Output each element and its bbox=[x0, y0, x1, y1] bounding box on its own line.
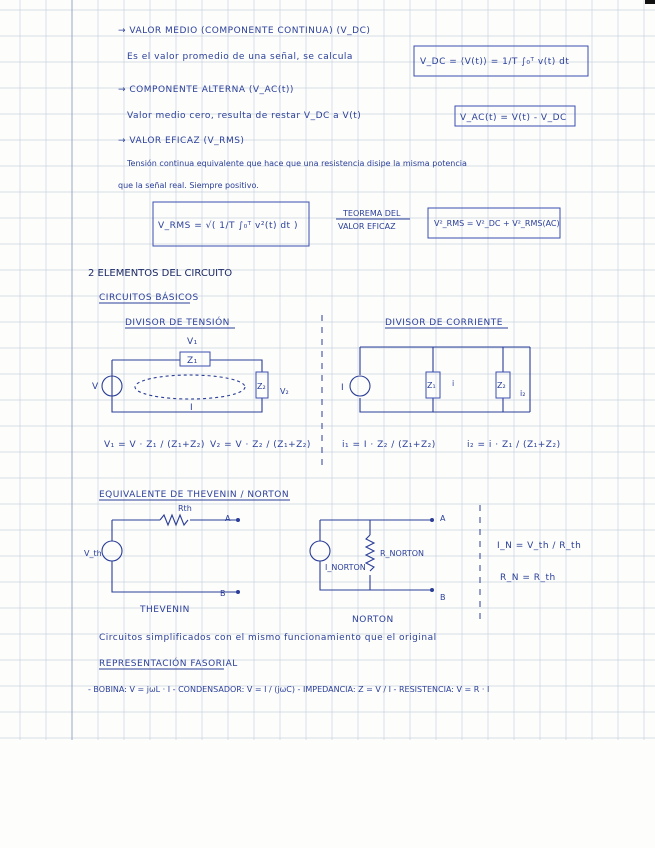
label-z1-divider: Z₁ bbox=[187, 356, 198, 366]
label-a-norton: A bbox=[440, 514, 446, 523]
formula-rn: R_N = R_th bbox=[500, 573, 556, 583]
label-current-source: I bbox=[341, 383, 345, 393]
heading-componente-alterna: → COMPONENTE ALTERNA (V_AC(t)) bbox=[118, 85, 294, 95]
heading-divisor-tension: DIVISOR DE TENSIÓN bbox=[125, 318, 230, 328]
label-a-thevenin: A bbox=[225, 514, 231, 523]
formula-i2: i₂ = i · Z₁ / (Z₁+Z₂) bbox=[467, 440, 561, 450]
heading-valor-medio: → VALOR MEDIO (COMPONENTE CONTINUA) (V_DC) bbox=[118, 26, 371, 36]
section-elementos: 2 ELEMENTOS DEL CIRCUITO bbox=[88, 268, 233, 279]
label-v2: V₂ bbox=[280, 387, 289, 396]
label-b-thevenin: B bbox=[220, 589, 226, 598]
current-divider-circuit bbox=[350, 347, 530, 412]
heading-circuitos-basicos: CIRCUITOS BÁSICOS bbox=[99, 293, 199, 303]
formula-vac: V_AC(t) = V(t) - V_DC bbox=[460, 113, 567, 123]
page-corner-mark bbox=[645, 0, 655, 4]
text-simplificados: Circuitos simplificados con el mismo funcionamiento que el original bbox=[99, 633, 437, 643]
teorema-title-1: TEOREMA DEL bbox=[343, 209, 401, 218]
caption-thevenin: THEVENIN bbox=[140, 605, 190, 615]
text-fasor-row: - BOBINA: V = jωL · I - CONDENSADOR: V = I / (jωC) - IMPEDANCIA: Z = V / I - RESISTENCIA: V = R · I bbox=[88, 685, 490, 694]
label-inorton: I_NORTON bbox=[325, 563, 366, 572]
voltage-divider-circuit bbox=[102, 352, 268, 412]
formula-vdc: V_DC = ⟨V(t)⟩ = 1/T ∫₀ᵀ v(t) dt bbox=[420, 57, 570, 67]
formula-v1: V₁ = V · Z₁ / (Z₁+Z₂) bbox=[104, 440, 205, 450]
formula-i1: i₁ = I · Z₂ / (Z₁+Z₂) bbox=[342, 440, 436, 450]
heading-thevenin-norton: EQUIVALENTE DE THEVENIN / NORTON bbox=[99, 490, 290, 500]
heading-fasorial: REPRESENTACIÓN FASORIAL bbox=[99, 659, 238, 669]
label-i1: i bbox=[452, 379, 455, 388]
text-promedio: Es el valor promedio de una señal, se calcula bbox=[127, 52, 353, 62]
formula-in: I_N = V_th / R_th bbox=[497, 541, 582, 551]
label-rnorton: R_NORTON bbox=[380, 549, 424, 558]
label-i-loop: I bbox=[190, 403, 194, 413]
heading-divisor-corriente: DIVISOR DE CORRIENTE bbox=[385, 318, 503, 328]
formula-teorema: V²_RMS = V²_DC + V²_RMS(AC) bbox=[434, 219, 560, 228]
formula-v2: V₂ = V · Z₂ / (Z₁+Z₂) bbox=[210, 440, 311, 450]
label-b-norton: B bbox=[440, 593, 446, 602]
text-siempre-positivo: que la señal real. Siempre positivo. bbox=[118, 181, 259, 190]
caption-norton: NORTON bbox=[352, 615, 394, 625]
label-i2: i₂ bbox=[520, 389, 526, 398]
label-v-source: V bbox=[92, 382, 99, 392]
text-tension-continua: Tensión continua equivalente que hace que una resistencia disipe la misma potencia bbox=[127, 159, 467, 168]
heading-valor-eficaz: → VALOR EFICAZ (V_RMS) bbox=[118, 136, 245, 146]
label-z1-current: Z₁ bbox=[427, 381, 436, 390]
formula-vrms: V_RMS = √( 1/T ∫₀ᵀ v²(t) dt ) bbox=[158, 221, 298, 231]
teorema-title-2: VALOR EFICAZ bbox=[338, 222, 396, 231]
label-z2-divider: Z₂ bbox=[257, 382, 266, 391]
label-z2-current: Z₂ bbox=[497, 381, 506, 390]
label-rth: Rth bbox=[178, 504, 192, 513]
label-vth: V_th bbox=[84, 549, 102, 558]
label-v1: V₁ bbox=[187, 337, 198, 347]
text-valor-medio-cero: Valor medio cero, resulta de restar V_DC a V(t) bbox=[127, 111, 362, 121]
